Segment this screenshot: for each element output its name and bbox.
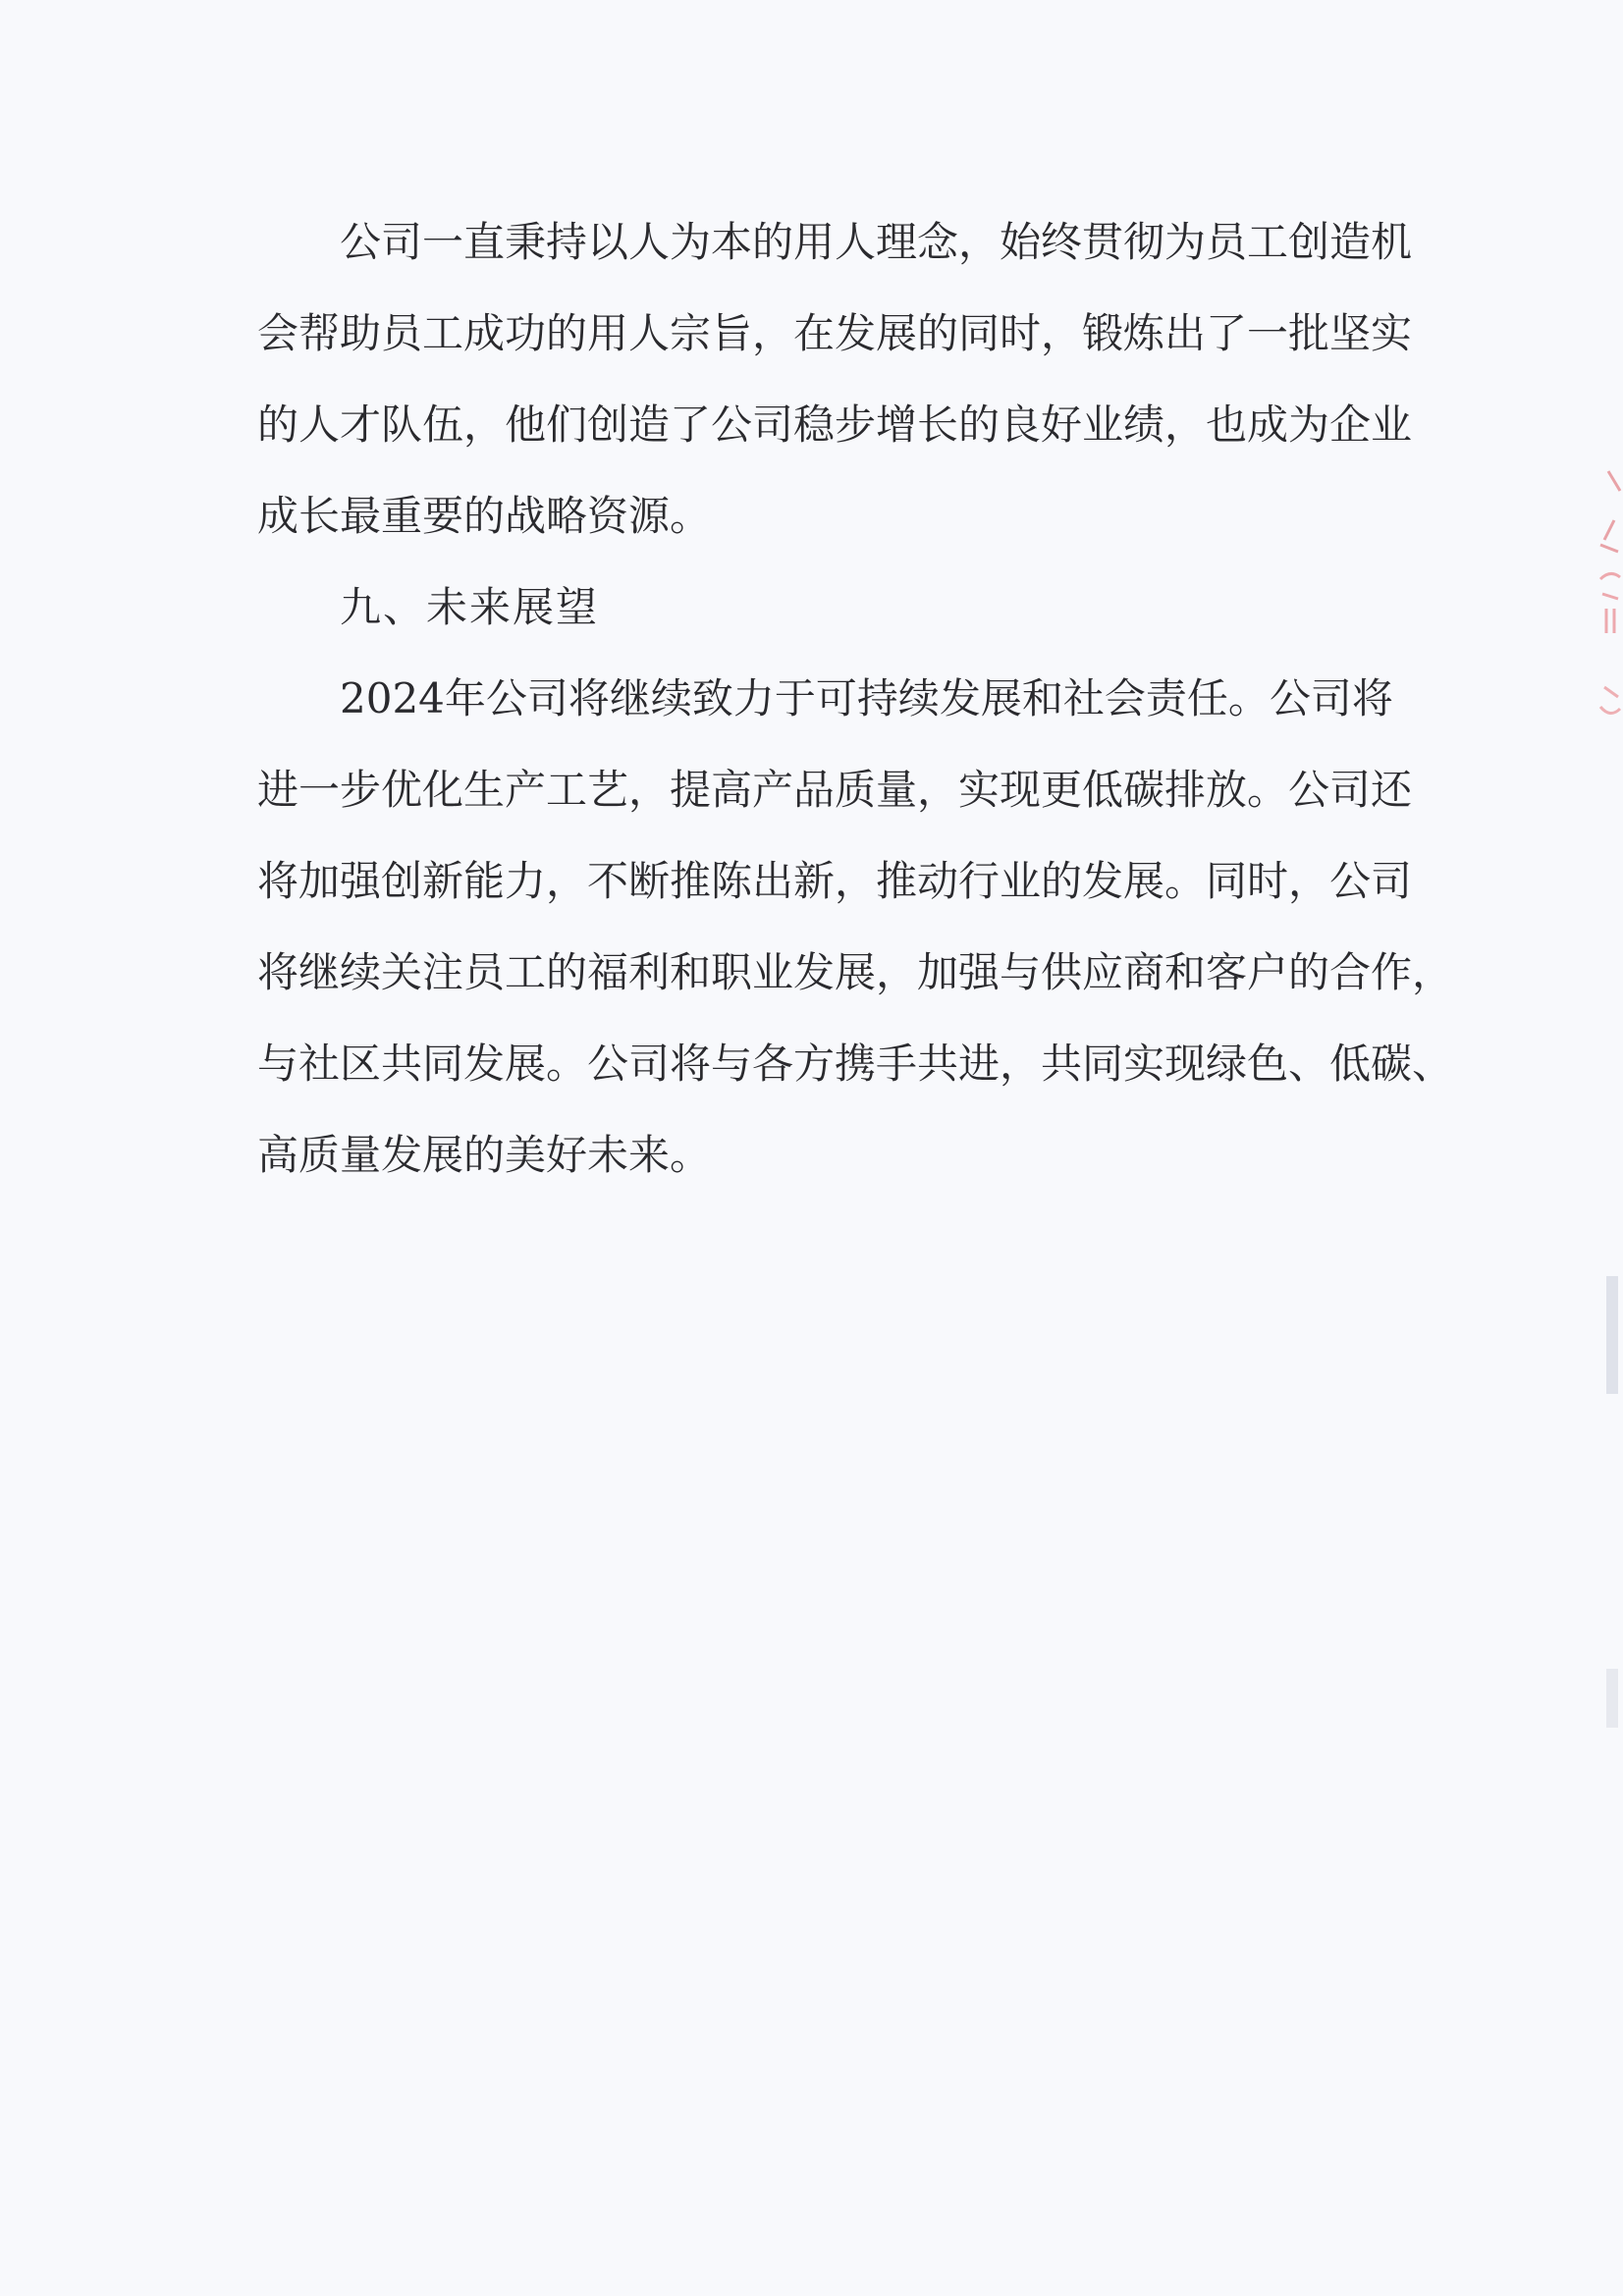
document-body (257, 196, 1454, 1201)
paragraph-1-line-4: 成长最重要的战略资源。 (257, 492, 712, 540)
paragraph-2-line-3: 将加强创新能力，不断推陈出新，推动行业的发展。同时，公司 (257, 857, 1413, 905)
paragraph-1-line-1: 公司一直秉持以人为本的用人理念，始终贯彻为员工创造机 (340, 218, 1413, 266)
section-heading: 九、未来展望 (340, 583, 600, 631)
paragraph-1-line-3: 的人才队伍，他们创造了公司稳步增长的良好业绩，也成为企业 (257, 400, 1413, 449)
scan-edge-mark (1606, 1669, 1618, 1728)
paragraph-2-line-6: 高质量发展的美好未来。 (257, 1131, 712, 1179)
paragraph-1-line-2: 会帮助员工成功的用人宗旨，在发展的同时，锻炼出了一批坚实 (257, 309, 1413, 357)
paragraph-2-line-4: 将继续关注员工的福利和职业发展，加强与供应商和客户的合作， (257, 948, 1454, 996)
scan-edge-mark (1606, 1276, 1618, 1394)
paragraph-2-line-5: 与社区共同发展。公司将与各方携手共进，共同实现绿色、低碳、 (257, 1040, 1454, 1088)
paragraph-2-line-2: 进一步优化生产工艺，提高产品质量，实现更低碳排放。公司还 (257, 766, 1413, 814)
paragraph-2-line-1: 2024年公司将继续致力于可持续发展和社会责任。公司将 (340, 674, 1393, 722)
seal-stamp-fragment (1571, 461, 1623, 756)
